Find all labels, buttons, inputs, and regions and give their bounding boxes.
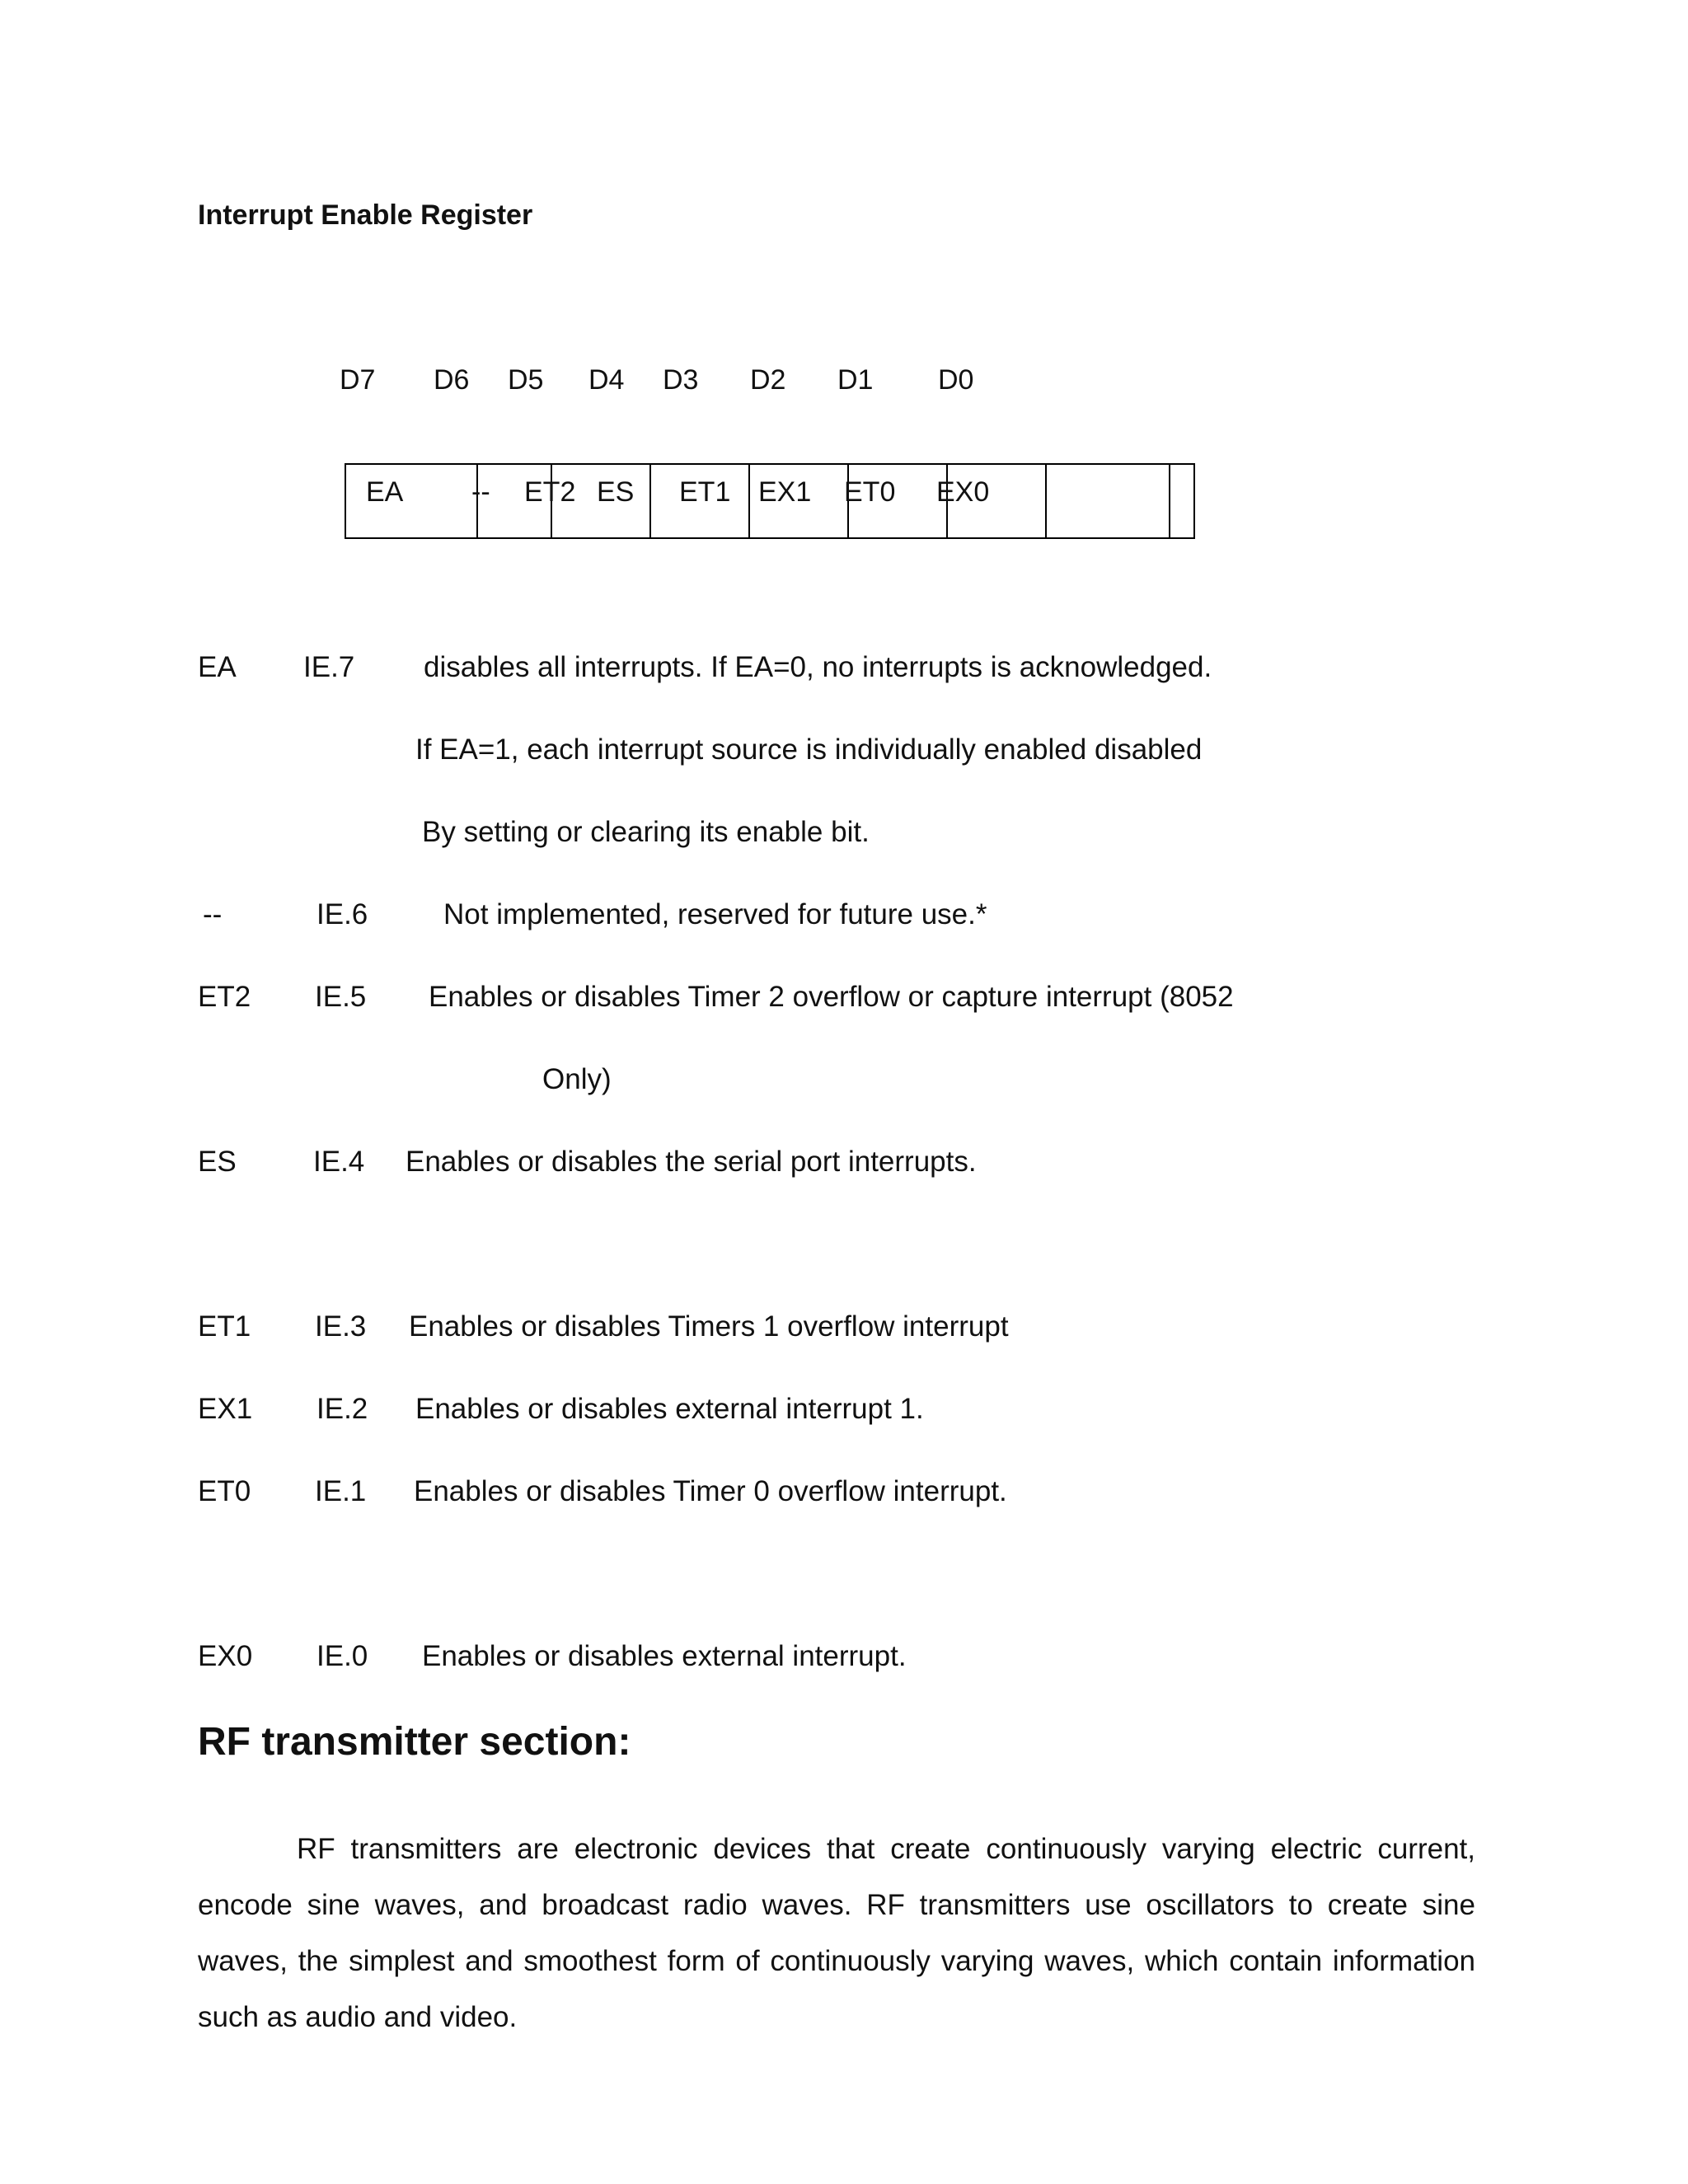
bit-label-d4: D4	[588, 364, 625, 396]
register-cell-reserved: --	[471, 476, 490, 508]
bit-desc-ex0: Enables or disables external interrupt.	[422, 1640, 907, 1672]
bit-pos-et1: IE.3	[315, 1310, 367, 1343]
register-cell-ex1: EX1	[758, 476, 812, 508]
bit-label-d5: D5	[508, 364, 544, 396]
bit-pos-ex0: IE.0	[316, 1640, 368, 1672]
bit-name-es: ES	[198, 1146, 237, 1178]
cell-divider	[1045, 465, 1047, 537]
cell-divider	[649, 465, 651, 537]
bit-name-ea: EA	[198, 651, 237, 683]
bit-pos-ex1: IE.2	[316, 1393, 368, 1425]
bit-desc-reserved: Not implemented, reserved for future use.*	[443, 898, 987, 930]
bit-label-d7: D7	[340, 364, 376, 396]
bit-name-ex1: EX1	[198, 1393, 253, 1425]
bit-pos-et2: IE.5	[315, 981, 367, 1013]
bit-desc-es: Enables or disables the serial port interrupts.	[406, 1146, 977, 1178]
bit-desc-et1: Enables or disables Timers 1 overflow interrupt	[409, 1310, 1009, 1343]
bit-name-ex0: EX0	[198, 1640, 253, 1672]
bit-desc-ex1: Enables or disables external interrupt 1.	[415, 1393, 924, 1425]
register-cell-et2: ET2	[524, 476, 576, 508]
section-paragraph	[198, 1821, 1475, 2046]
bit-label-d0: D0	[938, 364, 974, 396]
page-title: Interrupt Enable Register	[198, 199, 533, 231]
bit-pos-es: IE.4	[313, 1146, 365, 1178]
bit-desc-ea-line3: By setting or clearing its enable bit.	[422, 816, 870, 848]
bit-label-d1: D1	[837, 364, 874, 396]
bit-pos-et0: IE.1	[315, 1475, 367, 1507]
bit-desc-et2-line1: Enables or disables Timer 2 overflow or capture interrupt (8052	[429, 981, 1234, 1013]
cell-divider	[748, 465, 750, 537]
bit-label-d3: D3	[663, 364, 699, 396]
bit-label-d2: D2	[750, 364, 786, 396]
register-cell-ex0: EX0	[936, 476, 990, 508]
cell-divider	[1169, 465, 1170, 537]
bit-desc-ea-line2: If EA=1, each interrupt source is individually enabled disabled	[415, 733, 1203, 766]
bit-pos-ea: IE.7	[303, 651, 355, 683]
section-heading: RF transmitter section:	[198, 1720, 631, 1764]
bit-name-et1: ET1	[198, 1310, 251, 1343]
bit-desc-et0: Enables or disables Timer 0 overflow interrupt.	[414, 1475, 1007, 1507]
bit-name-reserved: --	[203, 898, 223, 930]
bit-name-et0: ET0	[198, 1475, 251, 1507]
register-cell-ea: EA	[366, 476, 404, 508]
bit-name-et2: ET2	[198, 981, 251, 1013]
bit-desc-ea-line1: disables all interrupts. If EA=0, no interrupts is acknowledged.	[424, 651, 1212, 683]
bit-pos-reserved: IE.6	[316, 898, 368, 930]
bit-label-d6: D6	[434, 364, 470, 396]
bit-desc-et2-line2: Only)	[542, 1063, 612, 1095]
paragraph-text: RF transmitters are electronic devices that create continuously varying electric current, encode sine waves, and broadcast radio waves. RF transmitters use oscillators to create sine waves, the simplest and smoothest form of continuously varying waves, which contain information such as audio and video.	[198, 1833, 1475, 2033]
register-cell-et0: ET0	[844, 476, 896, 508]
register-cell-es: ES	[597, 476, 635, 508]
register-cell-et1: ET1	[679, 476, 731, 508]
